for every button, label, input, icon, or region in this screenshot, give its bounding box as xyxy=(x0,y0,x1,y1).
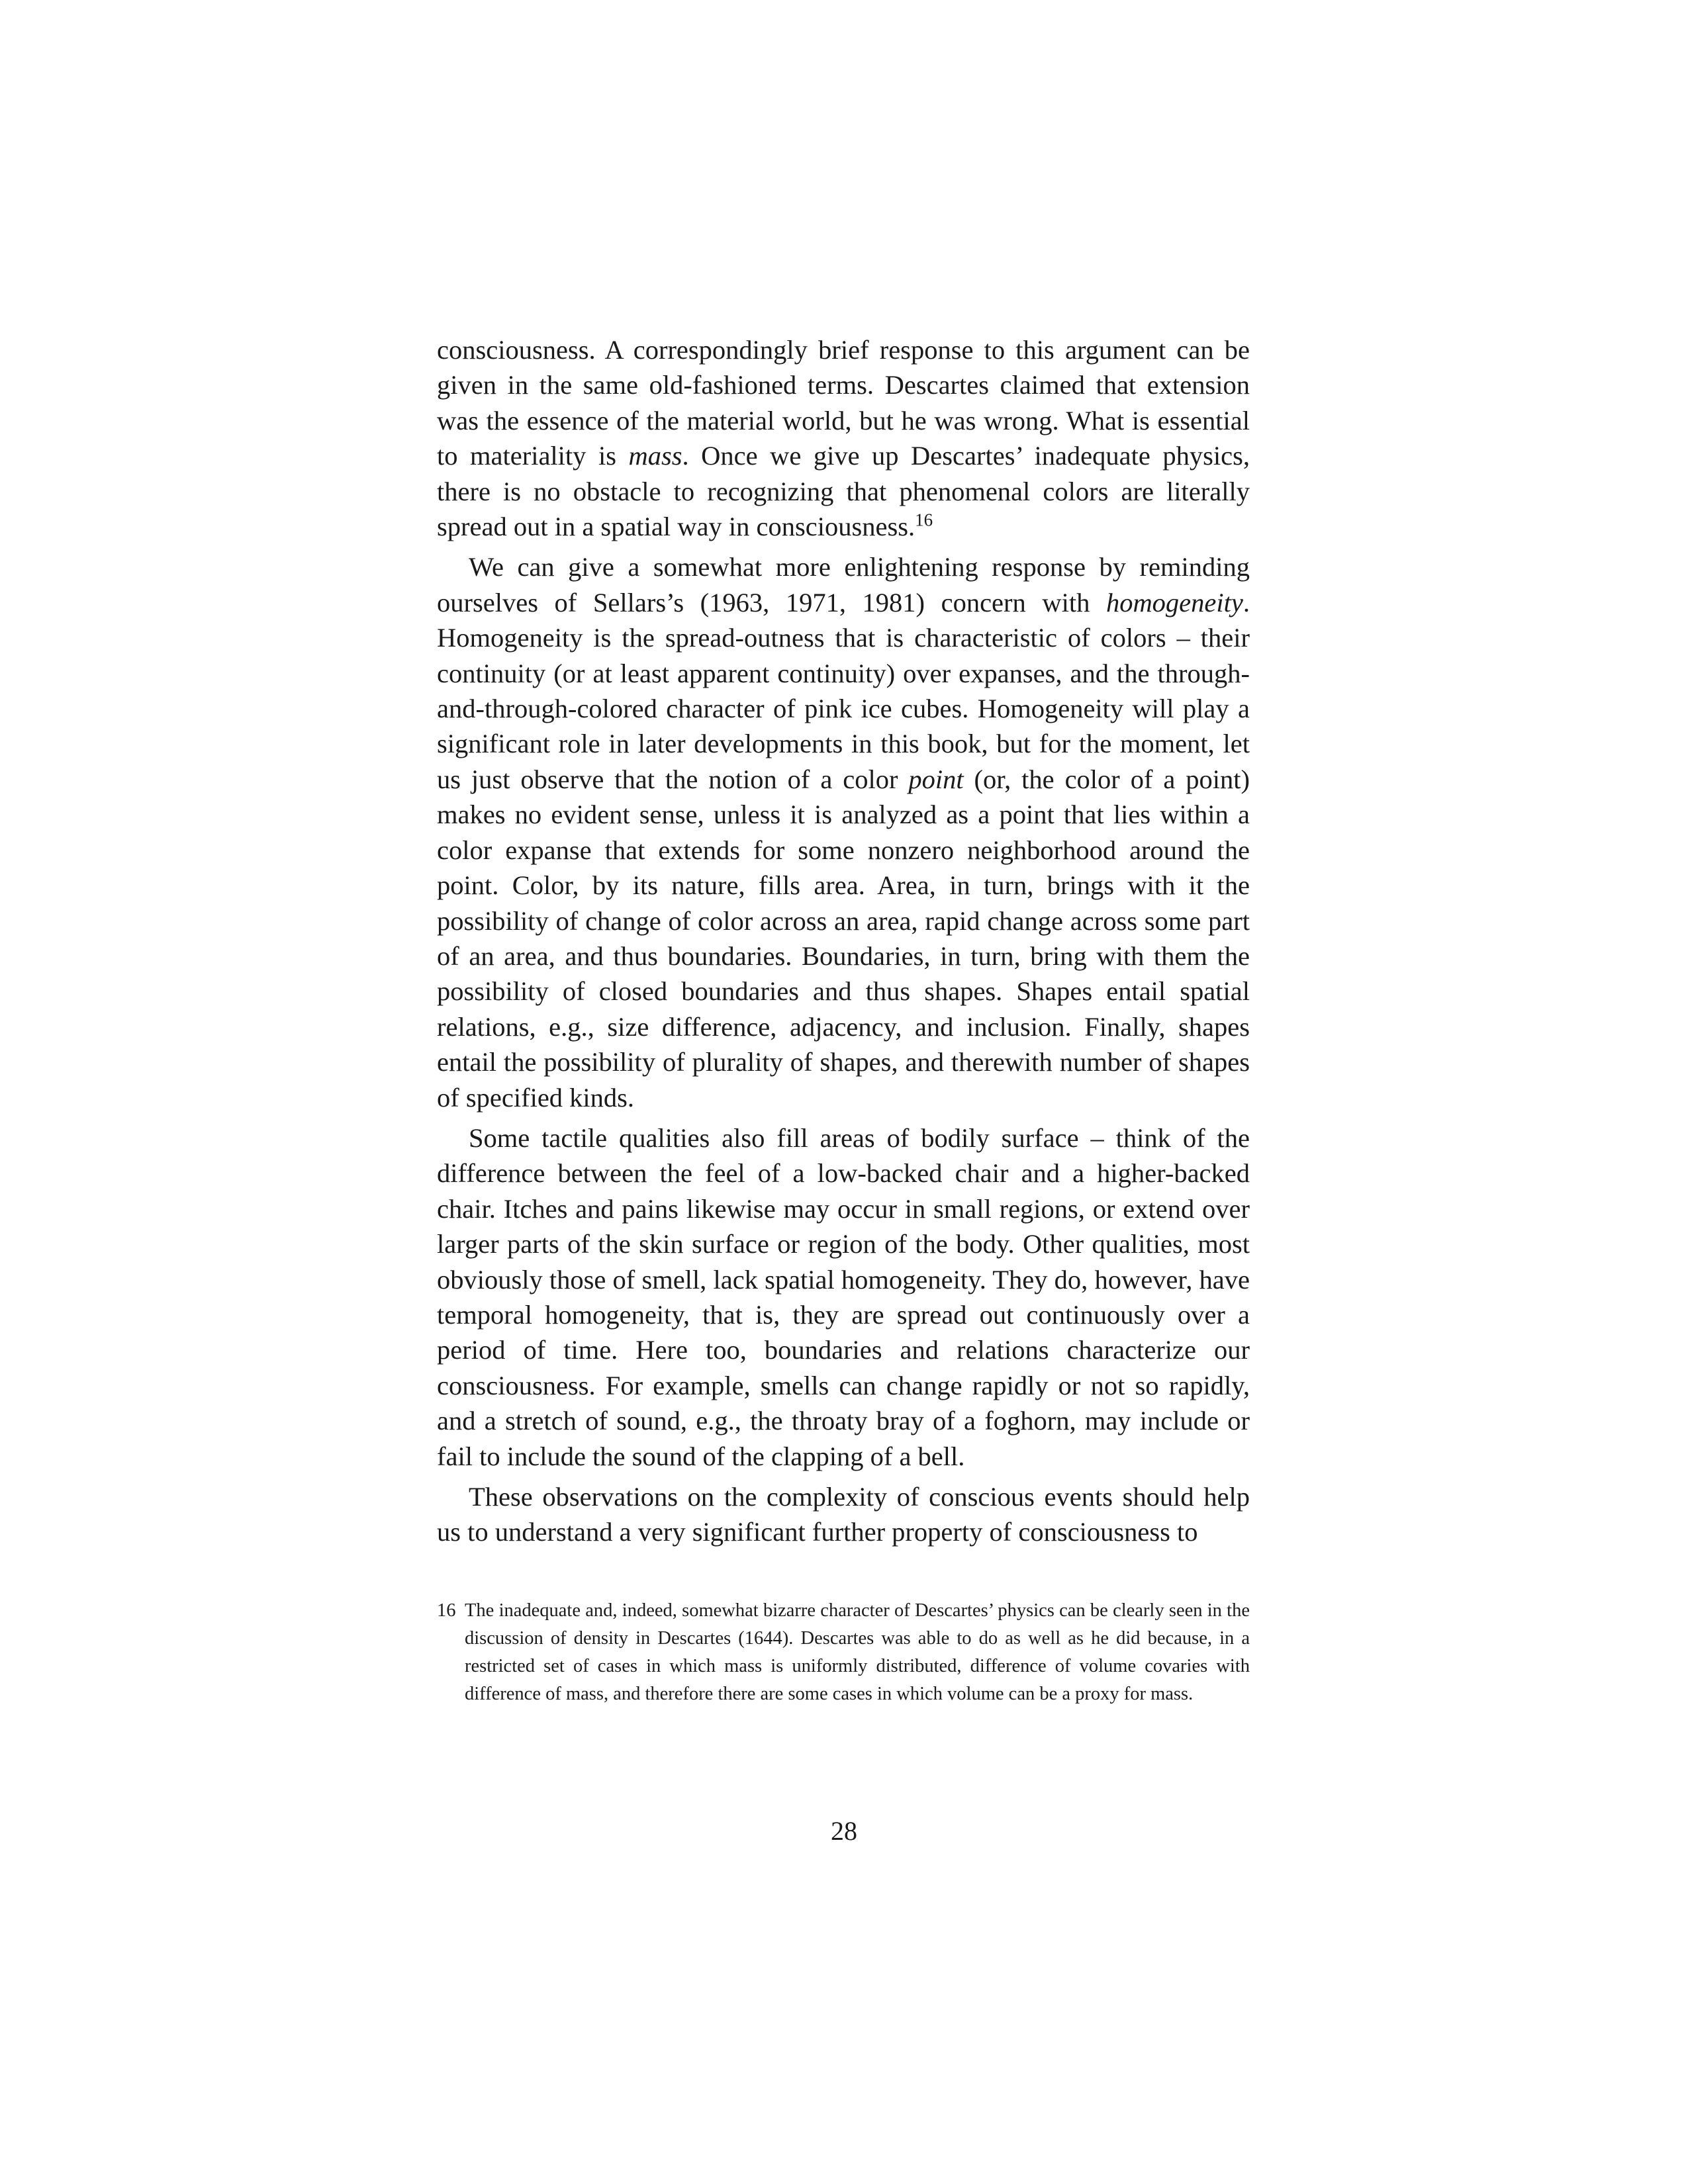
paragraph-2-text-b: . Homogeneity is the spread-outness that is characteristic of colors – their continuity (or at least apparent continuity) over expanses, and the through-and-through-colored character of pink ice cubes. Homogeneity will play a significant role in later developments in this book, but for the moment, let us just observe that the notion of a color xyxy=(437,587,1250,794)
paragraph-2-emphasis-homogeneity: homogeneity xyxy=(1105,587,1243,617)
paragraph-1-emphasis: mass xyxy=(628,441,682,471)
paragraph-1-text-a: consciousness. A correspondingly brief response to this argument can be given in the same old-fashioned terms. Descartes claimed that extension was the essence of the material world, but he was wrong. What is essential to materiality is xyxy=(437,335,1250,471)
paragraph-2-text-c: (or, the color of a point) makes no evident sense, unless it is analyzed as a point that lies within a color expanse that extends for some nonzero neighborhood around the point. Color, by its nature, fills area. Area, in turn, brings with it the possibility of change of color across an area, rapid change across some part of an area, and thus boundaries. Boundaries, in turn, bring with them the possibility of closed boundaries and thus shapes. Shapes entail spatial relations, e.g., size difference, adjacency, and inclusion. Finally, shapes entail the possibility of plurality of shapes, and therewith number of shapes of specified kinds. xyxy=(437,764,1250,1113)
footnotes xyxy=(437,1597,1250,1708)
footnote-number: 16 xyxy=(437,1600,456,1621)
footnote-reference-16: 16 xyxy=(915,510,933,530)
paragraph-2-text-a: We can give a somewhat more enlightening response by reminding ourselves of Sellars’s (1963, 1971, 1981) concern with xyxy=(437,552,1250,617)
footnote-text: The inadequate and, indeed, somewhat bizarre character of Descartes’ physics can be clearly seen in the discussion of density in Descartes (1644). Descartes was able to do as well as he did because, in a restricted set of cases in which mass is uniformly distributed, difference of volume covaries with difference of mass, and therefore there are some cases in which volume can be a proxy for mass. xyxy=(465,1600,1250,1704)
page-number: 28 xyxy=(831,1816,857,1846)
paragraph-4: These observations on the complexity of conscious events should help us to understand a very significant further property of consciousness to xyxy=(437,1482,1250,1547)
footnote-16 xyxy=(437,1597,1250,1708)
paragraph-2-emphasis-point: point xyxy=(908,764,964,794)
paragraph-1-text-b: . Once we give up Descartes’ inadequate physics, there is no obstacle to recognizing that phenomenal colors are literally spread out in a spatial way in consciousness. xyxy=(437,441,1250,542)
paragraph-1 xyxy=(437,332,1250,544)
paragraph-2 xyxy=(437,549,1250,1115)
body-text xyxy=(437,332,1250,1555)
paragraph-3: Some tactile qualities also fill areas of bodily surface – think of the difference between the feel of a low-backed chair and a higher-backed chair. Itches and pains likewise may occur in small regions, or extend over larger parts of the skin surface or region of the body. Other qualities, most obviously those of smell, lack spatial homogeneity. They do, however, have temporal homogeneity, that is, they are spread out continuously over a period of time. Here too, boundaries and relations characterize our consciousness. For example, smells can change rapidly or not so rapidly, and a stretch of sound, e.g., the throaty bray of a foghorn, may include or fail to include the sound of the clapping of a bell. xyxy=(437,1122,1250,1471)
